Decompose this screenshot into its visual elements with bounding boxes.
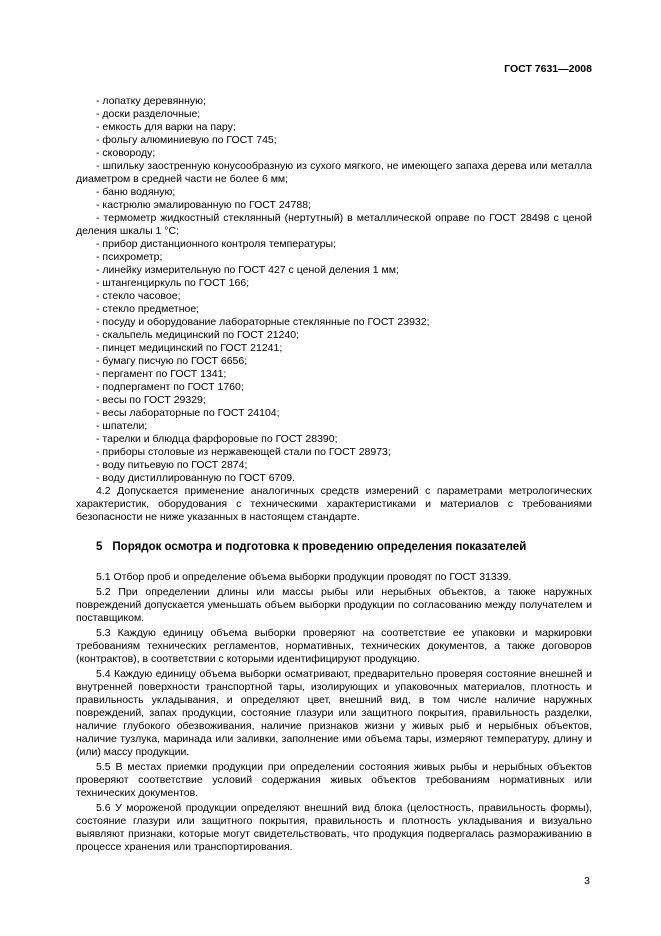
- equipment-list-item: - посуду и оборудование лабораторные стеклянные по ГОСТ 23932;: [96, 316, 430, 328]
- page-number: 3: [584, 875, 590, 887]
- equipment-list-item: - скальпель медицинский по ГОСТ 21240;: [96, 329, 299, 341]
- section-5-heading: [76, 540, 592, 554]
- equipment-list-item: - воду питьевую по ГОСТ 2874;: [96, 459, 248, 471]
- equipment-list-item: - штангенциркуль по ГОСТ 166;: [96, 277, 250, 289]
- equipment-list-item: - психрометр;: [96, 251, 163, 263]
- equipment-list-item: - пергамент по ГОСТ 1341;: [96, 368, 227, 380]
- section-5-title: Порядок осмотра и подготовка к проведению определения показателей: [112, 541, 527, 553]
- section-5-paragraph: 5.6 У мороженой продукции определяют внешний вид блока (целостность, правильность формы), состояние глазури или защитного покрытия, правильность и плотность укладывания и визуально выявляют признаки, которые могут свидетельствовать, что продукция подвергалась размораживанию в процессе хранения или транспортирования.: [76, 802, 592, 853]
- equipment-list-item: - приборы столовые из нержавеющей стали по ГОСТ 28973;: [96, 446, 391, 458]
- equipment-list-item: - стекло часовое;: [96, 290, 181, 302]
- equipment-list-item: - шпильку заостренную конусообразную из сухого мягкого, не имеющего запаха дерева или металла диаметром в средней части не более 6 мм;: [76, 160, 592, 185]
- section-5-paragraph: 5.5 В местах приемки продукции при определении состояния живых рыбы и нерыбных объектов проверяют соответствие условий содержания живых объектов требованиям нормативных или технических документов.: [76, 761, 592, 799]
- equipment-list-item: - шпатели;: [96, 420, 148, 432]
- equipment-list-item: - пинцет медицинский по ГОСТ 21241;: [96, 342, 283, 354]
- section-5-paragraph: 5.2 При определении длины или массы рыбы или нерыбных объектов, а также наружных повреждений допускается уменьшать объем выборки продукции по согласованию между получателем и поставщиком.: [76, 586, 592, 624]
- equipment-list-item: - лопатку деревянную;: [96, 95, 206, 107]
- equipment-list-item: - фольгу алюминиевую по ГОСТ 745;: [96, 134, 277, 146]
- clause-4-2: 4.2 Допускается применение аналогичных средств измерений с параметрами метрологических характеристик, оборудования с техническими характеристиками и материалов с требованиями безопасности не ниже указанных в настоящем стандарте.: [76, 485, 592, 523]
- equipment-list-item: - кастрюлю эмалированную по ГОСТ 24788;: [96, 199, 311, 211]
- section-5-paragraph: 5.4 Каждую единицу объема выборки осматривают, предварительно проверяя состояние внешней и внутренней поверхности транспортной тары, изолирующих и упаковочных материалов, плотность и правильность укладывания, и определяют цвет, внешний вид, в том числе наличие наружных повреждений, запах продукции, состояние глазури или защитного покрытия, правильность разделки, наличие глубокого обезвоживания, наличие признаков жизни у живых рыб и нерыбных объектов, наличие тузлука, маринада или заливки, заполнение ими объема тары, измеряют температуру, длину и (или) массу продукции.: [76, 668, 592, 758]
- section-5-number: 5: [96, 541, 103, 553]
- section-5-paragraph: 5.3 Каждую единицу объема выборки проверяют на соответствие ее упаковки и маркировки требованиям технических регламентов, нормативных, технических документов, а также договоров (контрактов), в соответствии с которыми идентифицируют продукцию.: [76, 627, 592, 665]
- equipment-list-item: - термометр жидкостный стеклянный (нертутный) в металлической оправе по ГОСТ 28498 с ценой деления шкалы 1 °С;: [76, 212, 592, 237]
- equipment-list-item: - емкость для варки на пару;: [96, 121, 236, 133]
- document-number: ГОСТ 7631—2008: [504, 63, 592, 75]
- equipment-list-item: - линейку измерительную по ГОСТ 427 с ценой деления 1 мм;: [96, 264, 399, 276]
- equipment-list-item: - подпергамент по ГОСТ 1760;: [96, 381, 244, 393]
- equipment-list-item: - прибор дистанционного контроля температуры;: [96, 238, 336, 250]
- section-5-paragraphs: [76, 571, 592, 854]
- equipment-list-item: - сковороду;: [96, 147, 156, 159]
- equipment-list-item: - стекло предметное;: [96, 303, 200, 315]
- equipment-list-item: - тарелки и блюдца фарфоровые по ГОСТ 28390;: [96, 433, 338, 445]
- equipment-list-item: - бумагу писчую по ГОСТ 6656;: [96, 355, 248, 367]
- section-5-paragraph: 5.1 Отбор проб и определение объема выборки продукции проводят по ГОСТ 31339.: [96, 571, 512, 583]
- equipment-list: [76, 95, 592, 485]
- equipment-list-item: - весы лабораторные по ГОСТ 24104;: [96, 407, 280, 419]
- equipment-list-item: - воду дистиллированную по ГОСТ 6709.: [96, 472, 295, 484]
- equipment-list-item: - баню водяную;: [96, 186, 176, 198]
- equipment-list-item: - весы по ГОСТ 29329;: [96, 394, 206, 406]
- equipment-list-item: - доски разделочные;: [96, 108, 201, 120]
